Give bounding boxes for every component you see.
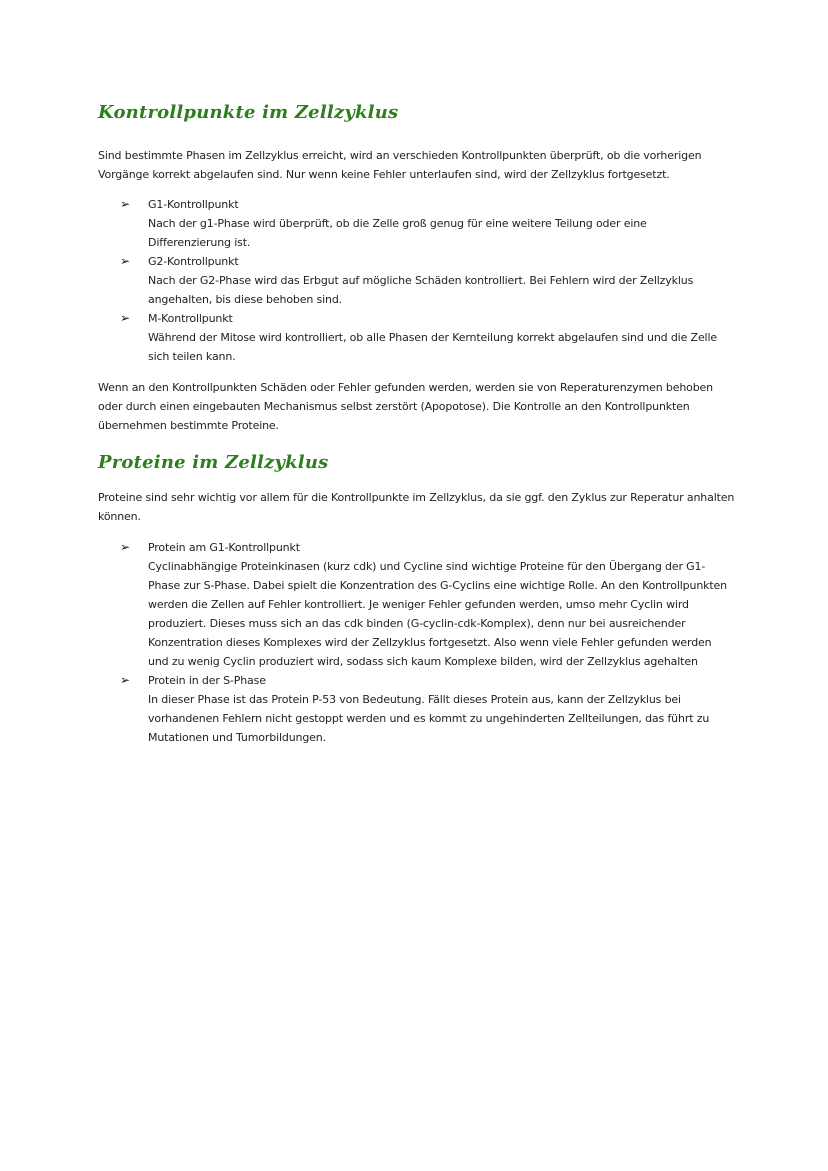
arrow-bullet-icon: ➢ [120,540,130,554]
list-item [120,671,740,747]
arrow-bullet-icon: ➢ [120,197,130,211]
item-text: Cyclinabhängige Proteinkinasen (kurz cdk) und Cycline sind wichtige Proteine für den Übergang der G1-Phase zur S-Phase. Dabei spielt die Konzentration des G-Cyclins eine wichtige Rolle. An den Kontrollpunkten werden die Zellen auf Fehler kontrolliert. Je weniger Fehler gefunden werden, umso mehr Cyclin wird produziert. Dieses muss sich an das cdk binden (G-cyclin-cdk-Komplex), denn nur bei ausreichender Konzentration dieses Komplexes wird der Zellzyklus fortgesetzt. Also wenn viele Fehler gefunden werden und zu wenig Cyclin produziert wird, sodass sich kaum Komplexe bilden, wird der Zellzyklus agehalten [148,560,727,668]
item-text: Nach der g1-Phase wird überprüft, ob die Zelle groß genug für eine weitere Teilung oder eine Differenzierung ist. [148,217,647,249]
item-title: G1-Kontrollpunkt [148,198,239,211]
list-item [120,252,740,309]
list-item [120,195,740,252]
item-text: Nach der G2-Phase wird das Erbgut auf mögliche Schäden kontrolliert. Bei Fehlern wird der Zellzyklus angehalten, bis diese behoben sind. [148,274,694,306]
arrow-bullet-icon: ➢ [120,254,130,268]
intro-paragraph-1: Sind bestimmte Phasen im Zellzyklus erreicht, wird an verschieden Kontrollpunkten überprüft, ob die vorherigen Vorgänge korrekt abgelaufen sind. Nur wenn keine Fehler unterlaufen sind, wird der Zellzyklus fortgesetzt. [98,149,702,181]
item-text: In dieser Phase ist das Protein P-53 von Bedeutung. Fällt dieses Protein aus, kann der Zellzyklus bei vorhandenen Fehlern nicht gestoppt werden und es kommt zu ungehinderten Zellteilungen, das führt zu Mutationen und Tumorbildungen. [148,693,710,744]
item-title: M-Kontrollpunkt [148,312,233,325]
outro-paragraph-1: Wenn an den Kontrollpunkten Schäden oder Fehler gefunden werden, werden sie von Reperaturenzymen behoben oder durch einen eingebauten Mechanismus selbst zerstört (Apopotose). Die Kontrolle an den Kontrollpunkten übernehmen bestimmte Proteine. [98,381,713,432]
intro-paragraph-2: Proteine sind sehr wichtig vor allem für die Kontrollpunkte im Zellzyklus, da sie ggf. den Zyklus zur Reperatur anhalten können. [98,491,735,523]
checkpoint-list [120,195,740,366]
heading-kontrollpunkte: Kontrollpunkte im Zellzyklus [98,102,399,123]
item-title: Protein am G1-Kontrollpunkt [148,541,300,554]
list-item [120,309,740,366]
heading-proteine: Proteine im Zellzyklus [98,452,329,473]
item-title: Protein in der S-Phase [148,674,266,687]
item-text: Während der Mitose wird kontrolliert, ob alle Phasen der Kernteilung korrekt abgelaufen sind und die Zelle sich teilen kann. [148,331,717,363]
arrow-bullet-icon: ➢ [120,673,130,687]
item-title: G2-Kontrollpunkt [148,255,239,268]
protein-list [120,538,740,747]
list-item [120,538,740,671]
arrow-bullet-icon: ➢ [120,311,130,325]
